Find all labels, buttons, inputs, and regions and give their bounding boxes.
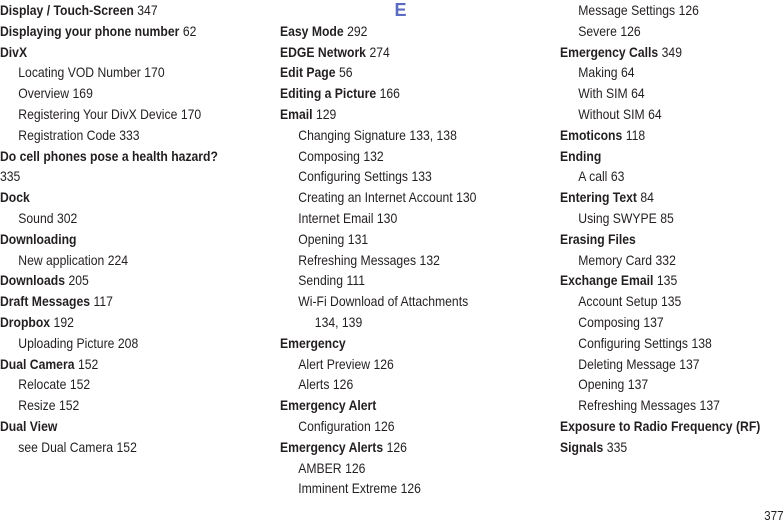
index-main-entry: [280, 42, 519, 63]
entry-term: Message Settings: [578, 2, 676, 18]
entry-term: Displaying your phone number: [0, 22, 180, 39]
entry-term: Relocate: [18, 376, 67, 393]
entry-term: 335: [0, 168, 21, 185]
entry-page-ref: 64: [621, 64, 635, 81]
entry-term: Resize: [18, 397, 56, 414]
entry-term: see Dual Camera: [18, 438, 114, 455]
entry-term: Dock: [0, 189, 30, 206]
index-entry: [280, 270, 519, 291]
index-main-entry: [560, 42, 755, 63]
entry-page-ref: 126: [678, 2, 699, 18]
index-main-entry: [0, 187, 237, 208]
entry-term: Locating VOD Number: [18, 64, 141, 81]
entry-term: Configuring Settings: [578, 334, 688, 351]
index-main-entry: [280, 83, 519, 104]
entry-term: Downloading: [0, 230, 77, 247]
index-main-entry: [280, 395, 519, 416]
entry-term: Registration Code: [18, 126, 116, 143]
entry-page-ref: 111: [346, 272, 365, 289]
index-main-entry: [0, 21, 237, 42]
entry-term: Configuration: [298, 417, 371, 434]
entry-term: Draft Messages: [0, 293, 91, 310]
index-entry: [560, 333, 755, 354]
index-entry: [560, 166, 755, 187]
entry-term: Imminent Extreme: [298, 480, 398, 497]
entry-page-ref: 347: [137, 2, 158, 18]
entry-term: Emergency: [280, 334, 346, 351]
entry-page-ref: 135: [656, 272, 678, 289]
index-main-entry: [560, 187, 755, 208]
entry-term: Dual Camera: [0, 355, 75, 372]
index-entry: [280, 291, 519, 312]
index-entry: [560, 21, 755, 42]
entry-page-ref: 152: [69, 376, 91, 393]
index-entry: [0, 104, 237, 125]
index-main-entry: [560, 416, 761, 437]
entry-page-ref: 205: [68, 272, 89, 289]
entry-term: Deleting Message: [578, 355, 676, 372]
index-entry: [560, 83, 755, 104]
entry-page-ref: 64: [631, 85, 645, 102]
index-entry: [560, 0, 755, 21]
index-entry: [560, 354, 755, 375]
entry-page-ref: 130: [376, 209, 398, 226]
index-entry: [280, 250, 519, 271]
entry-term: Refreshing Messages: [578, 397, 697, 414]
entry-term: Creating an Internet Account: [298, 189, 453, 206]
index-entry: [560, 395, 755, 416]
index-main-entry: [280, 21, 519, 42]
index-main-entry: [0, 270, 237, 291]
entry-term: Emergency Calls: [560, 43, 659, 60]
index-entry: [280, 166, 519, 187]
page-number: 377: [764, 508, 784, 523]
index-entry: [560, 208, 755, 229]
entry-term: Without SIM: [578, 105, 645, 122]
entry-page-ref: 84: [640, 189, 654, 206]
entry-page-ref: 170: [180, 105, 202, 122]
index-entry: [280, 146, 519, 167]
entry-term: Alerts: [298, 376, 330, 393]
entry-term: Do cell phones pose a health hazard?: [0, 147, 218, 164]
index-main-entry: [0, 312, 237, 333]
entry-page-ref: 137: [699, 397, 720, 414]
entry-term: Account Setup: [578, 293, 658, 310]
index-entry: [280, 187, 519, 208]
entry-page-ref: 126: [374, 417, 395, 434]
entry-term: AMBER: [298, 459, 342, 476]
entry-term: Edit Page: [280, 64, 336, 81]
entry-page-ref: 135: [660, 293, 682, 310]
entry-term: Entering Text: [560, 189, 637, 206]
index-entry: [280, 354, 519, 375]
entry-term: Composing: [578, 313, 640, 330]
index-entry: [280, 208, 519, 229]
entry-page-ref: 137: [679, 355, 700, 372]
index-main-entry: [280, 437, 519, 458]
section-letter: E: [394, 0, 407, 20]
entry-page-ref: 133: [411, 168, 432, 185]
index-main-entry: [280, 333, 519, 354]
index-entry: [0, 437, 237, 458]
entry-term: Overview: [18, 85, 70, 102]
index-main-entry: [0, 354, 237, 375]
index-main-entry: [0, 0, 237, 21]
index-entry: [280, 374, 519, 395]
index-entry: [280, 458, 519, 479]
entry-page-ref: 292: [347, 22, 368, 39]
entry-term: Erasing Files: [560, 230, 636, 247]
entry-term: New application: [18, 251, 105, 268]
index-main-entry: [560, 270, 755, 291]
index-column-1: [0, 0, 272, 458]
entry-page-ref: 64: [648, 105, 662, 122]
entry-term: Composing: [298, 147, 360, 164]
entry-term: Wi-Fi Download of Attachments: [298, 293, 469, 310]
entry-term: Configuring Settings: [298, 168, 408, 185]
index-main-entry: [560, 146, 755, 167]
entry-term: Dropbox: [0, 313, 51, 330]
entry-term: Email: [280, 105, 313, 122]
entry-term: Editing a Picture: [280, 85, 377, 102]
entry-term: Ending: [560, 147, 602, 164]
entry-term: With SIM: [578, 85, 628, 102]
entry-term: Using SWYPE: [578, 209, 657, 226]
index-entry: [560, 312, 755, 333]
index-entry: [280, 416, 519, 437]
entry-page-ref: 333: [119, 126, 140, 143]
entry-term: Opening: [578, 376, 625, 393]
index-entry: [0, 62, 237, 83]
index-main-entry: [0, 42, 237, 63]
entry-term: Registering Your DivX Device: [18, 105, 178, 122]
index-main-entry: [0, 416, 237, 437]
entry-page-ref: 335: [606, 438, 628, 455]
entry-page-ref: 137: [643, 313, 664, 330]
index-entry: [0, 166, 237, 187]
entry-term: Downloads: [0, 272, 65, 289]
entry-page-ref: 138: [691, 334, 712, 351]
entry-term: Memory Card: [578, 251, 653, 268]
entry-term: Severe: [578, 22, 617, 39]
index-main-entry: [280, 62, 519, 83]
entry-page-ref: 62: [182, 22, 197, 39]
index-entry: [280, 478, 519, 499]
entry-page-ref: 170: [144, 64, 165, 81]
entry-page-ref: 132: [363, 147, 384, 164]
index-entry: [280, 125, 519, 146]
entry-page-ref: 192: [53, 313, 74, 330]
entry-page-ref: 152: [116, 438, 137, 455]
entry-page-ref: 349: [661, 43, 682, 60]
index-main-entry: [560, 125, 755, 146]
index-main-entry: [0, 146, 237, 167]
entry-term: Exposure to Radio Frequency (RF): [560, 417, 761, 434]
index-entry: [0, 395, 237, 416]
entry-page-ref: 152: [58, 397, 80, 414]
index-main-entry: [560, 229, 755, 250]
index-entry: [0, 250, 237, 271]
index-column-3: [560, 0, 784, 458]
entry-page-ref: 126: [386, 438, 407, 455]
entry-page-ref: 126: [332, 376, 354, 393]
index-main-entry: [560, 437, 755, 458]
entry-page-ref: 130: [456, 189, 477, 206]
index-main-entry: [0, 229, 237, 250]
entry-term: EDGE Network: [280, 43, 366, 60]
entry-page-ref: 152: [77, 355, 99, 372]
entry-term: Opening: [298, 230, 345, 247]
entry-page-ref: 129: [315, 105, 337, 122]
entry-term: Sending: [298, 272, 343, 289]
entry-page-ref: 169: [72, 85, 93, 102]
entry-term: Exchange Email: [560, 272, 654, 289]
entry-page-ref: 302: [56, 209, 78, 226]
index-entry: [0, 374, 237, 395]
entry-page-ref: 126: [373, 355, 394, 372]
index-column-2: [280, 0, 555, 499]
entry-term: DivX: [0, 43, 28, 60]
entry-page-ref: 208: [117, 334, 139, 351]
index-entry: [280, 312, 519, 333]
entry-term: Dual View: [0, 417, 58, 434]
index-entry: [560, 250, 755, 271]
entry-term: Uploading Picture: [18, 334, 115, 351]
entry-page-ref: 137: [627, 376, 649, 393]
entry-page-ref: 85: [660, 209, 674, 226]
entry-page-ref: 332: [655, 251, 676, 268]
entry-term: Display / Touch-Screen: [0, 2, 134, 18]
entry-term: Changing Signature: [298, 126, 406, 143]
entry-page-ref: 224: [107, 251, 129, 268]
entry-term: Easy Mode: [280, 22, 344, 39]
entry-page-ref: 126: [345, 459, 366, 476]
index-entry: [560, 291, 755, 312]
entry-page-ref: 117: [93, 293, 113, 310]
entry-term: Alert Preview: [298, 355, 371, 372]
entry-term: Emoticons: [560, 126, 623, 143]
index-entry: [0, 333, 237, 354]
entry-page-ref: 131: [347, 230, 369, 247]
entry-term: Internet Email: [298, 209, 374, 226]
index-entry: [560, 62, 755, 83]
index-entry: [560, 104, 755, 125]
index-main-entry: [280, 104, 519, 125]
entry-term: Sound: [18, 209, 54, 226]
index-entry: [560, 374, 755, 395]
entry-page-ref: 126: [400, 480, 421, 497]
entry-term: Signals: [560, 438, 604, 455]
entry-term: Emergency Alerts: [280, 438, 384, 455]
index-entry: [0, 125, 237, 146]
entry-term: Making: [578, 64, 618, 81]
entry-page-ref: 118: [625, 126, 646, 143]
entry-page-ref: 56: [338, 64, 353, 81]
entry-page-ref: 166: [379, 85, 400, 102]
index-entry: [0, 208, 237, 229]
entry-term: 134, 139: [314, 313, 363, 330]
entry-term: Emergency Alert: [280, 397, 377, 414]
entry-page-ref: 133, 138: [409, 126, 457, 143]
entry-page-ref: 126: [620, 22, 641, 39]
index-main-entry: [0, 291, 237, 312]
entry-page-ref: 132: [419, 251, 440, 268]
entry-page-ref: 274: [369, 43, 390, 60]
index-entry: [280, 229, 519, 250]
entry-page-ref: 63: [610, 168, 625, 185]
entry-term: Refreshing Messages: [298, 251, 417, 268]
index-entry: [0, 83, 237, 104]
entry-term: A call: [578, 168, 608, 185]
